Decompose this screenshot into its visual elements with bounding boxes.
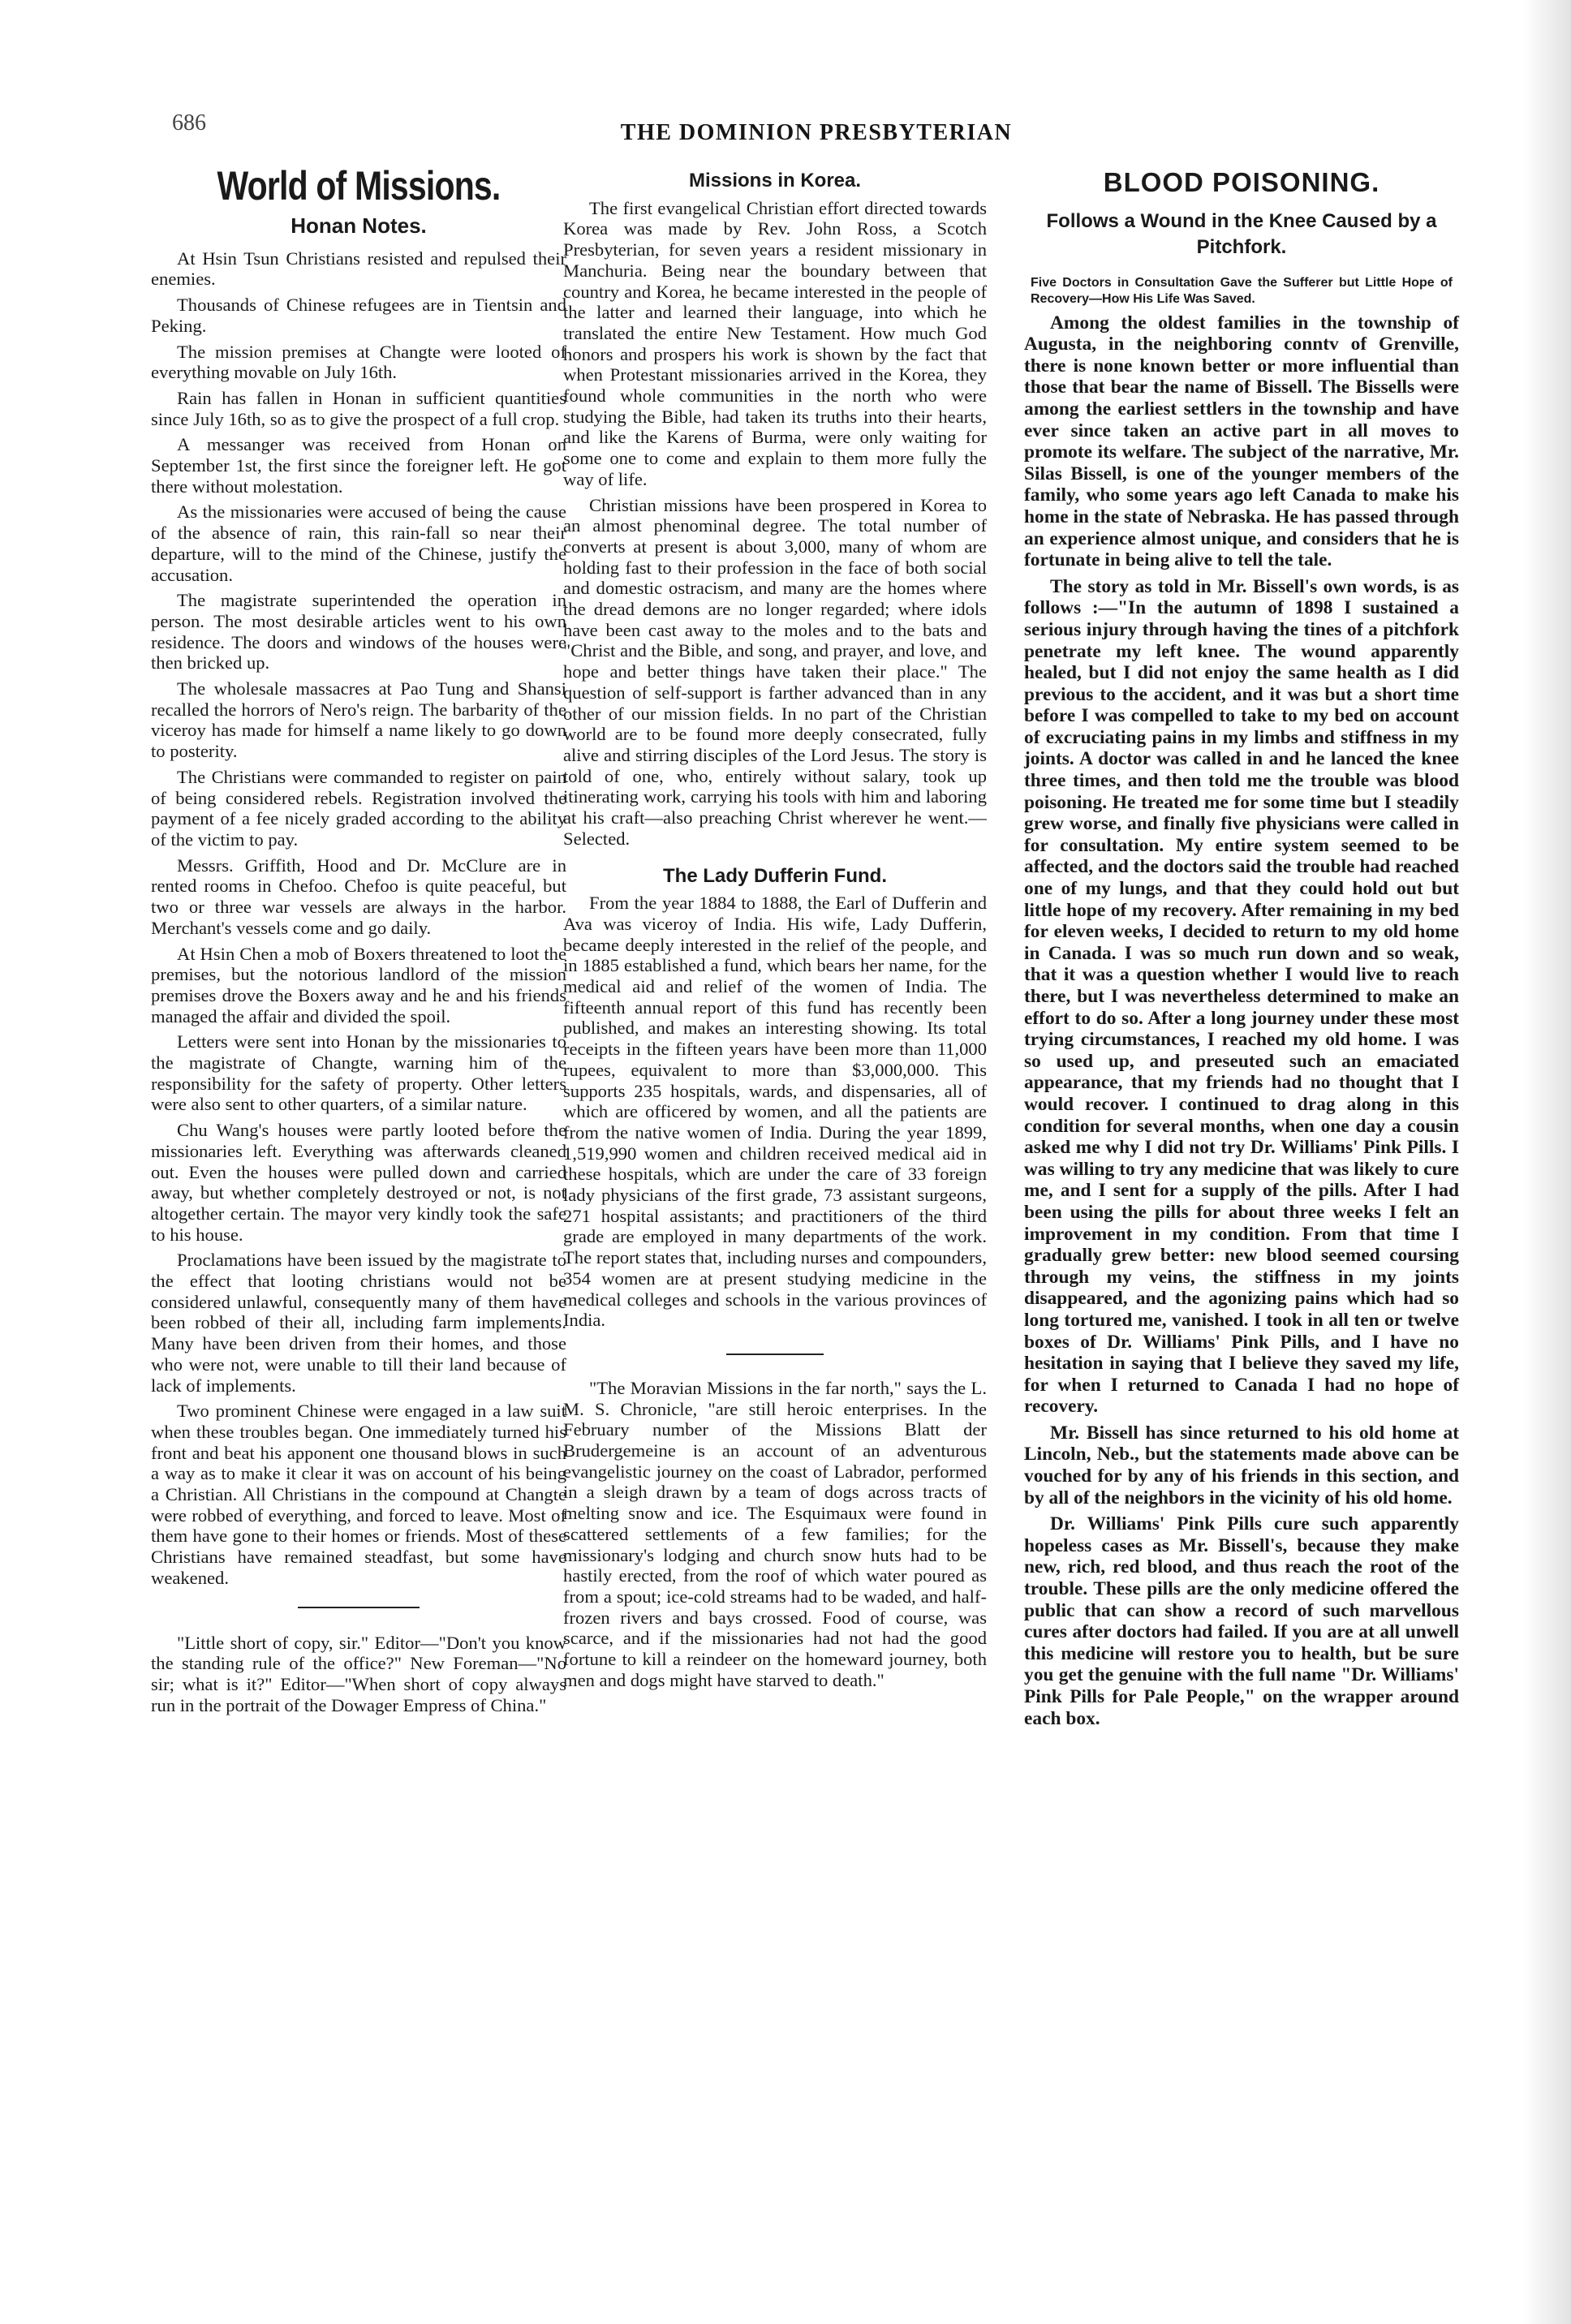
page-edge-shadow [1522,0,1571,2324]
korea-paragraph: The first evangelical Christian effort directed towards Korea was made by Rev. John Ross, a Scotch Presbyterian, for seven years a resident missionary in Manchuria. Being near the boundary between that country and Korea, he became interested in the people of the latter and learned their language, into which he translated the entire New Testament. How much God honors and prospers his work is shown by the fact that when Protestant missionaries arrived in the Korea, they found whole communities in the north who were studying the Bible, had taken its truths into their hearts, and like the Karens of Burma, were only waiting for some one to come and explain to them more fully the way of life. [563,197,987,489]
bissell-paragraph: Among the oldest families in the township of Augusta, in the neighboring conntv of Grenville, there is none known better or more influential than those that bear the name of Bissell. The Bissells were among the earliest settlers in the township and have ever since taken an active part in all moves to promote its welfare. The subject of the narrative, Mr. Silas Bissell, is one of the younger members of the family, who some years ago left Canada to make his home in the state of Nebraska. He has passed through an experience almost unique, and considers that he is fortunate in being alive to tell the tale. [1024,312,1459,571]
pitchfork-subtitle: Follows a Wound in the Knee Caused by a Pitchfork. [1046,209,1437,258]
section-spacer [563,854,987,866]
missions-in-korea-heading: Missions in Korea. [688,170,862,192]
honan-paragraph: Thousands of Chinese refugees are in Tientsin and Peking. [151,295,566,336]
right-column [1024,167,1459,1734]
dufferin-paragraph: From the year 1884 to 1888, the Earl of Dufferin and Ava was viceroy of India. His wife, Lady Dufferin, became deeply interested in the relief of the people, and in 1885 established a fund, which bears her name, for the medical aid and relief of the women of India. The fifteenth annual report of this fund has recently been published, and makes an interesting showing. Its total receipts in the fifteen years have been more than 11,000 rupees, equivalent to more than $3,000,000. This supports 235 hospitals, wards, and dispensaries, all of which are officered by women, and all the patients are from the native women of India. During the year 1899, 1,519,990 women and children received medical aid in these hospitals, which are under the care of 33 foreign lady physicians of the first grade, 73 assistant surgeons, 271 hospital assistants; and practitioners of the third grade are employed in many departments of the work. The report states that, including nurses and compounders, 354 women are at present studying medicine in the medical colleges and schools in the various provinces of India. [563,893,987,1331]
world-of-missions-title: World of Missions. [217,163,501,209]
honan-paragraph: Rain has fallen in Honan in sufficient quantities since July 16th, so as to give the prospect of a full crop. [151,387,566,429]
column-divider-rule [726,1354,824,1355]
middle-column [563,170,987,1696]
honan-paragraph: Two prominent Chinese were engaged in a law suit when these troubles began. One immediately turned his front and beat his apponent one thousand blows in such a way as to make it clear it was on account of his being a Christian. All Christians in the compound at Changte were robbed of everything, and forced to leave. Most of them have gone to their homes or friends. Most of these Christians have remained steadfast, but some have weakened. [151,1401,566,1588]
honan-paragraph: The Christians were commanded to register on pain of being considered rebels. Registration involved the payment of a fee nicely graded according to the ability of the victim to pay. [151,766,566,850]
bissell-paragraph: The story as told in Mr. Bissell's own words, is as follows :—"In the autumn of 1898 I sustained a serious injury through having the tines of a pitchfork penetrate my left knee. The wound apparently healed, but I did not enjoy the same health as I did previous to the accident, and it was but a short time before I was compelled to take to my bed on account of excruciating pains in my limbs and stiffness in my joints. A doctor was called in and he lanced the knee three times, and then told me the trouble was blood poisoning. He treated me for some time but I steadily grew worse, and finally five physicians were called in for consultation. My entire system seemed to be affected, and the doctors said the trouble had reached one of my lungs, and that they could hold out but little hope of my recovery. After remaining in my bed for eleven weeks, I decided to return to my old home in Canada. I was so much run down and so weak, that it was a question whether I would live to reach there, but I was nevertheless determined to make an effort to do so. After a long journey under these most trying circumstances, I reached my old home. I was so used up, and preseuted such an emaciated appearance, that my friends had no thought that I would recover. I continued to drag along in this condition for several months, when one day a cousin asked me why I did not try Dr. Williams' Pink Pills. I was willing to try any medicine that was likely to cure me, and I sent for a supply of the pills. After I had been using the pills for about three weeks I felt an improvement in my condition. From that time I gradually grew better: new blood seemed coursing through my veins, the stiffness in my joints disappeared, and the agonizing pains which had so long tortured me, vanished. I took in all ten or twelve boxes of Dr. Williams' Pink Pills, and I have no hesitation in saying that I believe they saved my life, for when I returned to Canada I had no hope of recovery. [1024,575,1459,1418]
lady-dufferin-heading: The Lady Dufferin Fund. [663,864,887,887]
honan-paragraph: The mission premises at Changte were looted of everything movable on July 16th. [151,341,566,383]
honan-paragraph: Chu Wang's houses were partly looted before the missionaries left. Everything was afterwards cleaned out. Even the houses were pulled down and carried away, but whether completely destroyed or not, is not altogether certain. The mayor very kindly took the safe to his house. [151,1120,566,1245]
moravian-paragraph: "The Moravian Missions in the far north," says the L. M. S. Chronicle, "are still heroic enterprises. In the February number of the Missions Blatt der Brudergemeine is an account of an adventurous evangelistic journey on the coast of Labrador, performed in a sleigh drawn by a team of dogs across tracts of melting snow and ice. The Esquimaux were found in scattered settlements of a few families; for the missionary's lodging and church snow huts had to be hastily erected, from the roof of which water poured as from a spout; ice-cold streams had to be waded, and half-frozen rivers and bays crossed. Food of course, was scarce, and if the missionaries had not had the good fortune to kill a reindeer on the homeward journey, both men and dogs might have starved to death." [563,1377,987,1690]
honan-paragraph: A messanger was received from Honan on September 1st, the first since the foreigner left. He got there without molestation. [151,434,566,497]
honan-paragraph: Proclamations have been issued by the magistrate to the effect that looting christians would not be considered unlawful, consequently many of them have been robbed of their all, including farm implements. Many have been driven from their homes, and those who were not, were unable to till their land because of lack of implements. [151,1250,566,1396]
bissell-paragraph: Mr. Bissell has since returned to his old home at Lincoln, Neb., but the statements made above can be vouched for by any of his friends in this section, and by all of the neighbors in the vicinity of his old home. [1024,1422,1459,1508]
honan-paragraph: As the missionaries were accused of being the cause of the absence of rain, this rain-fall so near their departure, will to the mind of the Chinese, justify the accusation. [151,501,566,585]
honan-notes-heading: Honan Notes. [291,213,427,238]
editor-anecdote: "Little short of copy, sir." Editor—"Don't you know the standing rule of the office?" New Foreman—"No sir; what is it?" Editor—"When short of copy always run in the portrait of the Dowager Empress of China." [151,1632,566,1715]
honan-paragraph: Messrs. Griffith, Hood and Dr. McClure are in rented rooms in Chefoo. Chefoo is quite peaceful, but two or three war vessels are always in the harbor. Merchant's vessels come and go daily. [151,854,566,938]
honan-paragraph: At Hsin Tsun Christians resisted and repulsed their enemies. [151,247,566,290]
column-divider-rule [298,1607,420,1608]
honan-paragraph: At Hsin Chen a mob of Boxers threatened to loot the premises, but the notorious landlord of the mission premises drove the Boxers away and he and his friends managed the affair and divided the spoil. [151,943,566,1026]
blood-poisoning-title: BLOOD POISONING. [1103,167,1380,197]
korea-paragraph: Christian missions have been prospered in Korea to an almost phenominal degree. The total number of converts at present is about 3,000, many of whom are holding fast to their profession in the face of both social and domestic ostracism, and many are the homes where the dread demons are no longer regarded; where idols have been cast away to the moles and to the bats and "Christ and the Bible, and song, and prayer, and love, and hope and better things have taken their place." The question of self-support is farther advanced than in any other of our mission fields. In no part of the Christian world are to be found more deeply consecrated, fully alive and stirring disciples of the Lord Jesus. The story is told of one, who, entirely without salary, took up itinerating work, carrying his tools with him and laboring at his craft—also preaching Christ wherever he went.—Selected. [563,494,987,849]
honan-paragraph: The wholesale massacres at Pao Tung and Shansi recalled the horrors of Nero's reign. The barbarity of the viceroy has made for himself a name likely to go down to posterity. [151,678,566,762]
running-head: THE DOMINION PRESBYTERIAN [620,120,1013,145]
bissell-paragraph: Dr. Williams' Pink Pills cure such apparently hopeless cases as Mr. Bissell's, because they make new, rich, red blood, and thus reach the root of the trouble. These pills are the only medicine offered the public that can show a record of such marvellous cures after doctors had failed. If you are at all unwell this medicine will restore you to health, but be sure you get the genuine with the full name "Dr. Williams' Pink Pills for Pale People," on the wrapper around each box. [1024,1513,1459,1729]
honan-paragraph: The magistrate superintended the operation in person. The most desirable articles went to his own residence. The doors and windows of the houses were then bricked up. [151,590,566,674]
left-column [151,162,566,1720]
honan-paragraph: Letters were sent into Honan by the missionaries to the magistrate of Changte, warning him of the responsibility for the safety of property. Other letters were also sent to other quarters, of a similar nature. [151,1031,566,1115]
consultation-deck: Five Doctors in Consultation Gave the Sufferer but Little Hope of Recovery—How His Life Was Saved. [1031,275,1453,306]
page-number: 686 [172,110,206,136]
